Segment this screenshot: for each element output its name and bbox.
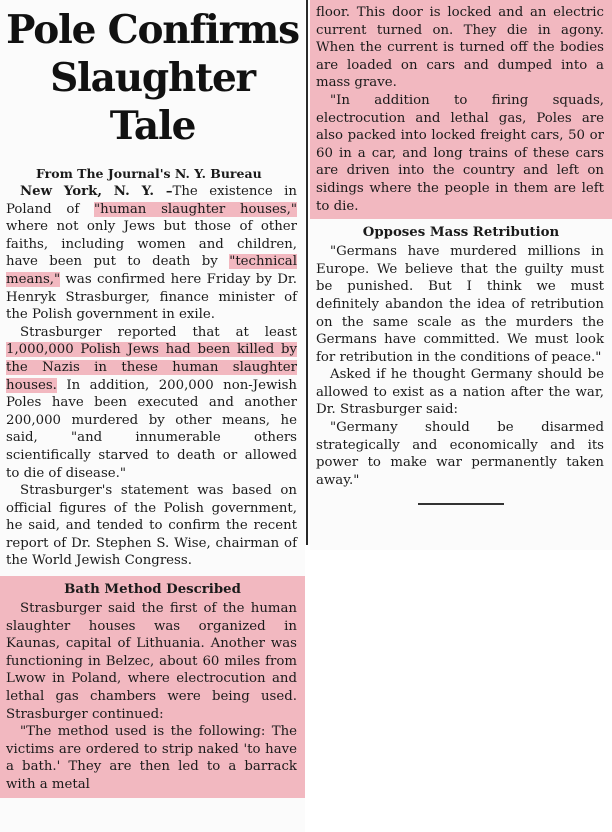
highlight-slaughter-houses: "human slaughter houses," xyxy=(94,201,297,217)
headline xyxy=(6,6,299,150)
subhead-opposes-retribution: Opposes Mass Retribution xyxy=(362,225,560,241)
paragraph-1-text-b: where not only Jews but those of other faiths, including women and children, have been put to death by xyxy=(6,219,297,270)
paragraph-9: Asked if he thought Germany should be allowed to exist as a nation after the war, Dr. Strasburger said: xyxy=(316,367,604,418)
dateline: New York, N. Y. – xyxy=(20,184,173,199)
headline-line-2: Slaughter Tale xyxy=(50,55,255,149)
paragraph-2-text-b: In addition, 200,000 non-Jewish Poles have been executed and another 200,000 murdered by other means, he said, "and innumerable others scientifically starved to death or allowed to die of disease." xyxy=(6,377,297,481)
highlighted-section-continued xyxy=(310,0,612,219)
paragraph-1 xyxy=(0,183,305,324)
right-column xyxy=(310,0,612,550)
left-column xyxy=(0,0,305,832)
credit-line: From The Journal's N. Y. Bureau xyxy=(36,166,262,181)
paragraph-8: "Germans have murdered millions in Europe. We believe that the guilty must be punished. But I think we must definitely abandon the idea of retribution on the same scale as the murders the Germans have committed. We must look for retribution in the conditions of peace." xyxy=(316,244,604,365)
paragraph-1-text-c: was confirmed here Friday by Dr. Henryk Strasburger, finance minister of the Polish government in exile. xyxy=(6,271,297,323)
paragraph-6: floor. This door is locked and an electric current turned on. They die in agony. When the current is turned off the bodies are loaded on cars and dumped into a mass grave. xyxy=(316,5,604,91)
subhead-bath-method: Bath Method Described xyxy=(64,582,241,598)
paragraph-5: "The method used is the following: The victims are ordered to strip naked 'to have a bath.' They are then led to a barrack with a metal xyxy=(6,724,297,792)
column-rule xyxy=(306,0,308,545)
headline-line-1: Pole Confirms xyxy=(6,7,299,53)
paragraph-1-text-a: The existence in Poland of xyxy=(6,184,297,217)
highlight-polish-jews-killed: 1,000,000 Polish Jews had been killed by the Nazis in these human slaughter houses. xyxy=(6,342,297,393)
paragraph-10: "Germany should be disarmed strategically and economically and its power to make war permanently taken away." xyxy=(316,420,604,488)
paragraph-2-text-a: Strasburger reported that at least xyxy=(20,324,297,340)
highlighted-section-bath-method xyxy=(0,576,305,798)
paragraph-2 xyxy=(0,324,305,482)
paragraph-3: Strasburger's statement was based on official figures of the Polish government, he said, and tended to confirm the recent report of Dr. Stephen S. Wise, chairman of the World Jewish Congress. xyxy=(6,483,297,569)
paragraph-7: "In addition to firing squads, electrocution and lethal gas, Poles are also packed into locked freight cars, 50 or 60 in a car, and long trains of these cars are driven into the country and left on sidings where the people in them are left to die. xyxy=(316,92,604,214)
end-rule xyxy=(418,503,504,505)
highlight-technical-means: "technical means," xyxy=(6,254,297,287)
paragraph-4: Strasburger said the first of the human slaughter houses was organized in Kaunas, capital of Lithuania. Another was functioning in Belzec, about 60 miles from Lwow in Poland, where electrocution and lethal gas chambers were being used. Strasburger continued: xyxy=(6,601,297,722)
